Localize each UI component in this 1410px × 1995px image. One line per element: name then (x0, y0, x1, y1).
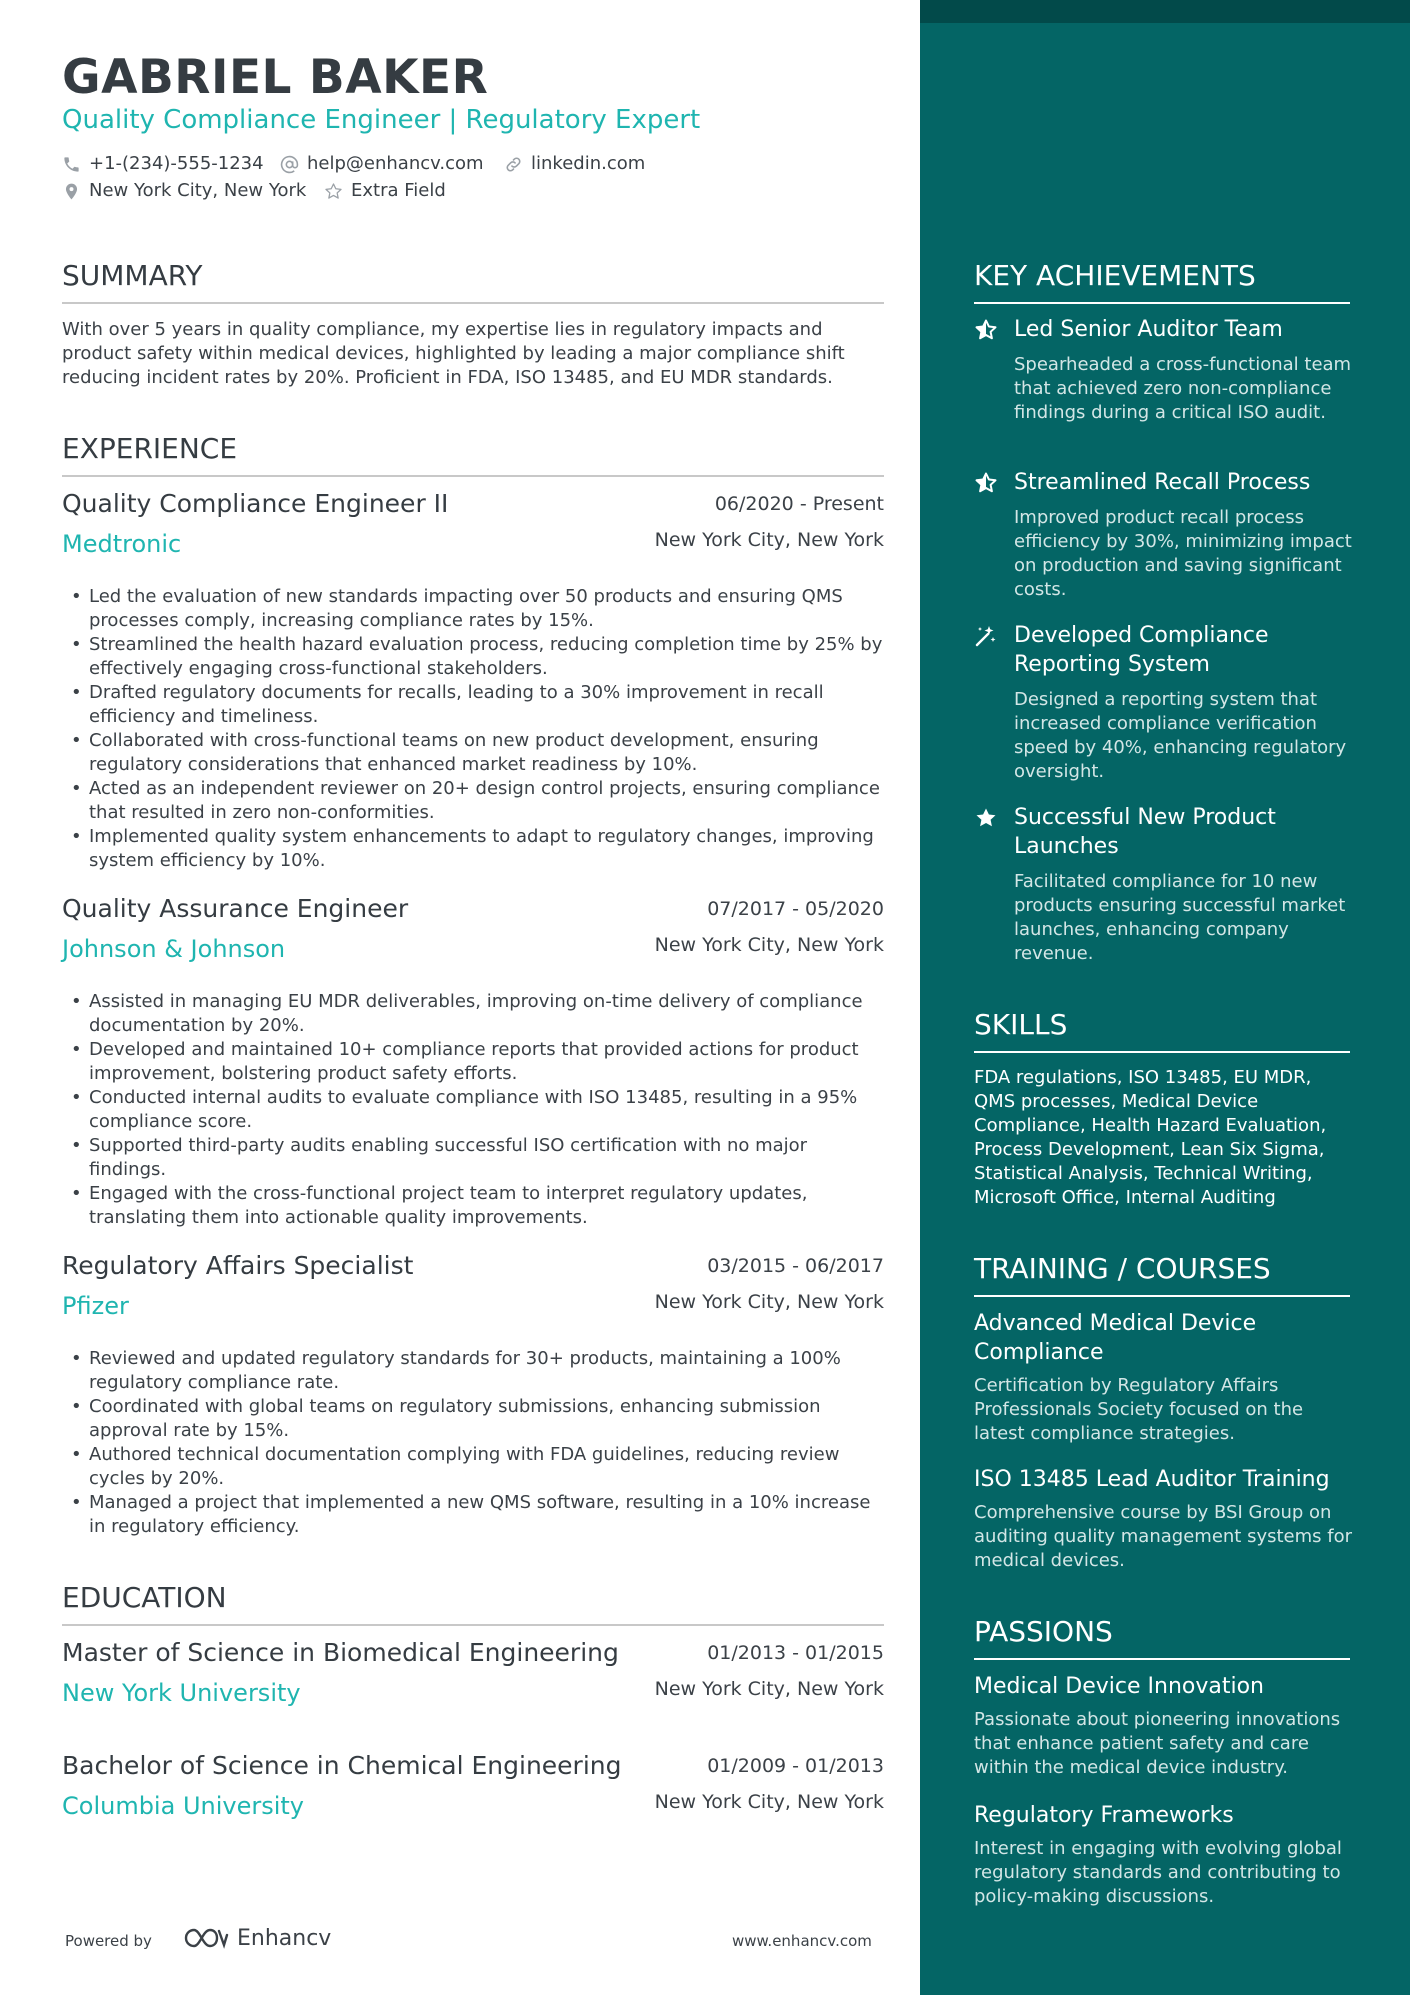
job-role: Quality Assurance Engineer (62, 894, 409, 923)
achievement-title: Developed Compliance Reporting System (1014, 623, 1269, 677)
enhancv-logo[interactable] (183, 1925, 331, 1951)
experience-heading: EXPERIENCE (62, 431, 884, 477)
job-company: Pfizer (62, 1292, 129, 1320)
contact-linkedin[interactable] (504, 152, 645, 176)
sidebar (920, 0, 1410, 1995)
passion-title: Medical Device Innovation (974, 1674, 1264, 1699)
bullet-item: • Coordinated with global teams on regulatory submissions, enhancing submission approval rate by 15%. (62, 1395, 884, 1443)
job-entry (62, 893, 884, 1233)
achievement-title: Successful New Product Launches (1014, 805, 1276, 859)
star-icon (974, 806, 998, 830)
star-half-icon (974, 318, 998, 342)
summary-heading: SUMMARY (62, 258, 884, 304)
job-bullets (62, 585, 884, 873)
job-bullets (62, 1347, 884, 1539)
skills-heading: SKILLS (974, 1007, 1350, 1053)
job-role: Quality Compliance Engineer II (62, 489, 449, 518)
star-half-icon (974, 471, 998, 495)
achievement-item (974, 468, 1354, 608)
course-desc: Certification by Regulatory Affairs Professionals Society focused on the latest compliance strategies. (974, 1375, 1304, 1444)
location-pin-icon (62, 182, 81, 201)
enhancv-logo-icon (183, 1925, 229, 1951)
job-entry (62, 1250, 884, 1550)
bullet-item: • Streamlined the health hazard evaluation process, reducing completion time by 25% by effectively engaging cross-functional stakeholders. (62, 633, 884, 681)
course-desc: Comprehensive course by BSI Group on auditing quality management systems for medical devices. (974, 1502, 1352, 1571)
job-date: 03/2015 - 06/2017 (707, 1255, 884, 1277)
job-bullets (62, 990, 884, 1230)
course-title: Advanced Medical Device Compliance (974, 1311, 1257, 1365)
achievement-title: Led Senior Auditor Team (1014, 317, 1283, 342)
passion-title: Regulatory Frameworks (974, 1803, 1234, 1828)
achievement-item (974, 315, 1354, 455)
degree-title: Bachelor of Science in Chemical Engineering (62, 1751, 622, 1780)
contact-email[interactable] (280, 152, 484, 176)
contact-phone[interactable] (62, 152, 264, 176)
skills-text: FDA regulations, ISO 13485, EU MDR, QMS processes, Medical Device Compliance, Health Hazard Evaluation, Process Development, Lean Six Sigma, Statistical Analysis, Technical Writing, Microsoft Office, Internal Auditing (974, 1067, 1327, 1208)
contact-extra (324, 179, 446, 203)
bullet-item: • Collaborated with cross-functional teams on new product development, ensuring regulatory considerations that enhanced market readiness by 10%. (62, 729, 884, 777)
achievement-desc: Facilitated compliance for 10 new products ensuring successful market launches, enhancing company revenue. (1014, 871, 1346, 964)
education-entry (62, 1750, 884, 1850)
bullet-item: • Authored technical documentation complying with FDA guidelines, reducing review cycles by 20%. (62, 1443, 884, 1491)
job-date: 07/2017 - 05/2020 (707, 898, 884, 920)
extra-field-text: Extra Field (351, 180, 446, 201)
footer-website[interactable]: www.enhancv.com (732, 1932, 872, 1950)
summary-text: With over 5 years in quality compliance, my expertise lies in regulatory impacts and product safety within medical devices, highlighted by leading a major compliance shift reducing incident rates by 20%. Proficient in FDA, ISO 13485, and EU MDR standards. (62, 319, 845, 388)
phone-text: +1-(234)-555-1234 (89, 153, 264, 174)
phone-icon (62, 155, 81, 174)
bullet-item: • Acted as an independent reviewer on 20+ design control projects, ensuring compliance that resulted in zero non-conformities. (62, 777, 884, 825)
candidate-name: GABRIEL BAKER (62, 50, 489, 105)
bullet-item: • Assisted in managing EU MDR deliverables, improving on-time delivery of compliance documentation by 20%. (62, 990, 884, 1038)
job-company: Medtronic (62, 530, 182, 558)
education-date: 01/2013 - 01/2015 (707, 1642, 884, 1664)
enhancv-brand-text: Enhancv (237, 1925, 332, 1951)
school-name: New York University (62, 1679, 301, 1707)
course-title: ISO 13485 Lead Auditor Training (974, 1467, 1330, 1492)
job-entry (62, 488, 884, 878)
passion-desc: Interest in engaging with evolving global regulatory standards and contributing to policy-making discussions. (974, 1838, 1342, 1907)
degree-title: Master of Science in Biomedical Engineering (62, 1638, 619, 1667)
achievement-item (974, 621, 1354, 791)
education-entry (62, 1637, 884, 1737)
link-icon (504, 155, 523, 174)
linkedin-text: linkedin.com (531, 153, 646, 174)
bullet-item: • Developed and maintained 10+ compliance reports that provided actions for product improvement, bolstering product safety efforts. (62, 1038, 884, 1086)
achievement-title: Streamlined Recall Process (1014, 470, 1311, 495)
achievement-desc: Designed a reporting system that increased compliance verification speed by 40%, enhancing regulatory oversight. (1014, 689, 1347, 782)
bullet-item: • Managed a project that implemented a new QMS software, resulting in a 10% increase in regulatory efficiency. (62, 1491, 884, 1539)
education-date: 01/2009 - 01/2013 (707, 1755, 884, 1777)
education-location: New York City, New York (654, 1791, 884, 1813)
bullet-item: • Implemented quality system enhancements to adapt to regulatory changes, improving system efficiency by 10%. (62, 825, 884, 873)
sidebar-top-band (920, 0, 1410, 23)
job-date: 06/2020 - Present (714, 493, 884, 515)
education-heading: EDUCATION (62, 1580, 884, 1626)
contact-location (62, 179, 306, 203)
bullet-item: • Led the evaluation of new standards impacting over 50 products and ensuring QMS processes comply, increasing compliance rates by 15%. (62, 585, 884, 633)
achievement-item (974, 803, 1354, 973)
bullet-item: • Drafted regulatory documents for recalls, leading to a 30% improvement in recall efficiency and timeliness. (62, 681, 884, 729)
education-location: New York City, New York (654, 1678, 884, 1700)
at-sign-icon (280, 155, 299, 174)
job-location: New York City, New York (654, 529, 884, 551)
bullet-item: • Engaged with the cross-functional project team to interpret regulatory updates, translating them into actionable quality improvements. (62, 1182, 884, 1230)
bullet-item: • Supported third-party audits enabling successful ISO certification with no major findings. (62, 1134, 884, 1182)
job-location: New York City, New York (654, 934, 884, 956)
training-heading: TRAINING / COURSES (974, 1251, 1350, 1297)
job-location: New York City, New York (654, 1291, 884, 1313)
magic-wand-icon (974, 624, 998, 648)
passion-desc: Passionate about pioneering innovations that enhance patient safety and care within the medical device industry. (974, 1709, 1341, 1778)
powered-by-label: Powered by (65, 1932, 152, 1950)
location-text: New York City, New York (89, 180, 307, 201)
job-role: Regulatory Affairs Specialist (62, 1251, 414, 1280)
job-company: Johnson & Johnson (62, 935, 286, 963)
achievement-desc: Spearheaded a cross-functional team that achieved zero non-compliance findings during a critical ISO audit. (1014, 354, 1352, 423)
achievements-heading: KEY ACHIEVEMENTS (974, 258, 1350, 304)
achievement-desc: Improved product recall process efficiency by 30%, minimizing impact on production and saving significant costs. (1014, 507, 1352, 600)
bullet-item: • Conducted internal audits to evaluate compliance with ISO 13485, resulting in a 95% compliance score. (62, 1086, 884, 1134)
star-outline-icon (324, 182, 343, 201)
candidate-title: Quality Compliance Engineer | Regulatory Expert (62, 105, 701, 135)
bullet-item: • Reviewed and updated regulatory standards for 30+ products, maintaining a 100% regulatory compliance rate. (62, 1347, 884, 1395)
email-text: help@enhancv.com (307, 153, 484, 174)
school-name: Columbia University (62, 1792, 305, 1820)
passions-heading: PASSIONS (974, 1614, 1350, 1660)
